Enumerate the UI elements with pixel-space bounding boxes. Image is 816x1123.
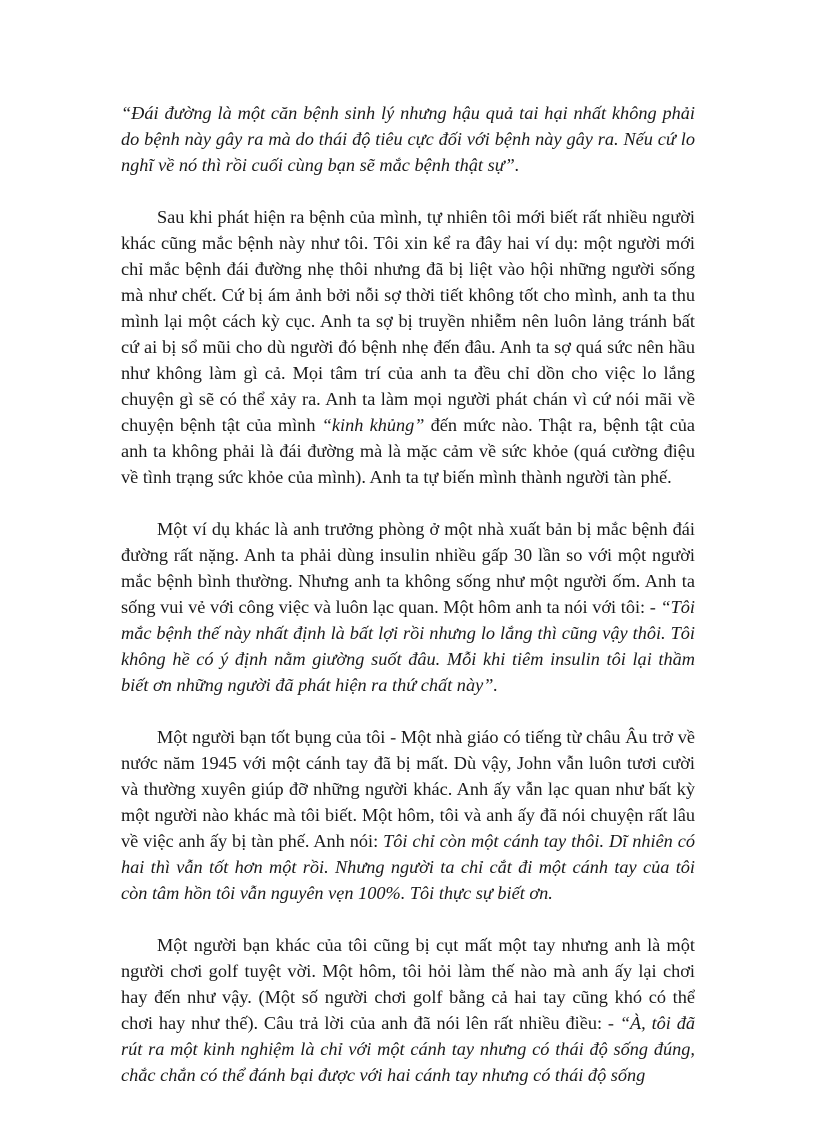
- paragraph-3: [121, 724, 695, 906]
- paragraph-2: [121, 516, 695, 698]
- opening-quote: “Đái đường là một căn bệnh sinh lý nhưng hậu quả tai hại nhất không phải do bệnh này gây ra mà do thái độ tiêu cực đối với bệnh này gây ra. Nếu cứ lo nghĩ về nó thì rồi cuối cùng bạn sẽ mắc bệnh thật sự”.: [121, 103, 695, 175]
- paragraph-3-text: Một người bạn tốt bụng của tôi - Một nhà giáo có tiếng từ châu Âu trở về nước năm 1945 với một cánh tay đã bị mất. Dù vậy, John vẫn luôn tươi cười và thường xuyên giúp đỡ những người khác. Anh ấy vẫn lạc quan như bất kỳ một người nào khác mà tôi biết. Một hôm, tôi và anh ấy đã nói chuyện rất lâu về việc anh ấy bị tàn phế. Anh nói:: [121, 727, 695, 851]
- paragraph-2-text: Một ví dụ khác là anh trưởng phòng ở một nhà xuất bản bị mắc bệnh đái đường rất nặng. Anh ta phải dùng insulin nhiều gấp 30 lần so với một người mắc bệnh bình thường. Nhưng anh ta không sống như một người ốm. Anh ta sống vui vẻ với công việc và luôn lạc quan. Một hôm anh ta nói với tôi: -: [121, 519, 695, 617]
- paragraph-1-text-b: đến mức nào. Thật ra, bệnh tật của anh ta không phải là đái đường mà là mặc cảm về sức khỏe (quá cường điệu về tình trạng sức khỏe của mình). Anh ta tự biến mình thành người tàn phế.: [121, 415, 695, 487]
- document-page: [121, 100, 695, 1088]
- paragraph-3-quote: Tôi chỉ còn một cánh tay thôi. Dĩ nhiên có hai thì vẫn tốt hơn một rồi. Nhưng người ta chỉ cắt đi một cánh tay của tôi còn tâm hồn tôi vẫn nguyên vẹn 100%. Tôi thực sự biết ơn.: [121, 831, 695, 903]
- paragraph-4: [121, 932, 695, 1088]
- paragraph-4-text: Một người bạn khác của tôi cũng bị cụt mất một tay nhưng anh là một người chơi golf tuyệt vời. Một hôm, tôi hỏi làm thế nào mà anh ấy lại chơi hay đến như vậy. (Một số người chơi golf bằng cả hai tay cũng khó có thể chơi hay như thế). Câu trả lời của anh đã nói lên rất nhiều điều: -: [121, 935, 695, 1033]
- paragraph-1-text-a: Sau khi phát hiện ra bệnh của mình, tự nhiên tôi mới biết rất nhiều người khác cũng mắc bệnh này như tôi. Tôi xin kể ra đây hai ví dụ: một người mới chỉ mắc bệnh đái đường nhẹ thôi nhưng đã bị liệt vào hội những người sống mà như chết. Cứ bị ám ảnh bởi nỗi sợ thời tiết không tốt cho mình, anh ta thu mình lại một cách kỳ cục. Anh ta sợ bị truyền nhiễm nên luôn lảng tránh bất cứ ai bị sổ mũi cho dù người đó bệnh nhẹ đến đâu. Anh ta sợ quá sức nên hầu như không làm gì cả. Mọi tâm trí của anh ta đều chỉ dồn cho việc lo lắng chuyện gì sẽ có thể xảy ra. Anh ta làm mọi người phát chán vì cứ nói mãi về chuyện bệnh tật của mình: [121, 207, 695, 435]
- paragraph-1-emphasis: “kinh khủng”: [321, 415, 425, 435]
- paragraph-1: [121, 204, 695, 490]
- paragraph-4-quote: “À, tôi đã rút ra một kinh nghiệm là chỉ với một cánh tay nhưng có thái độ sống đúng, chắc chắn có thể đánh bại được với hai cánh tay nhưng có thái độ sống: [121, 1013, 695, 1085]
- paragraph-2-quote: “Tôi mắc bệnh thế này nhất định là bất lợi rồi nhưng lo lắng thì cũng vậy thôi. Tôi không hề có ý định nằm giường suốt đâu. Mỗi khi tiêm insulin tôi lại thầm biết ơn những người đã phát hiện ra thứ chất này”.: [121, 597, 695, 695]
